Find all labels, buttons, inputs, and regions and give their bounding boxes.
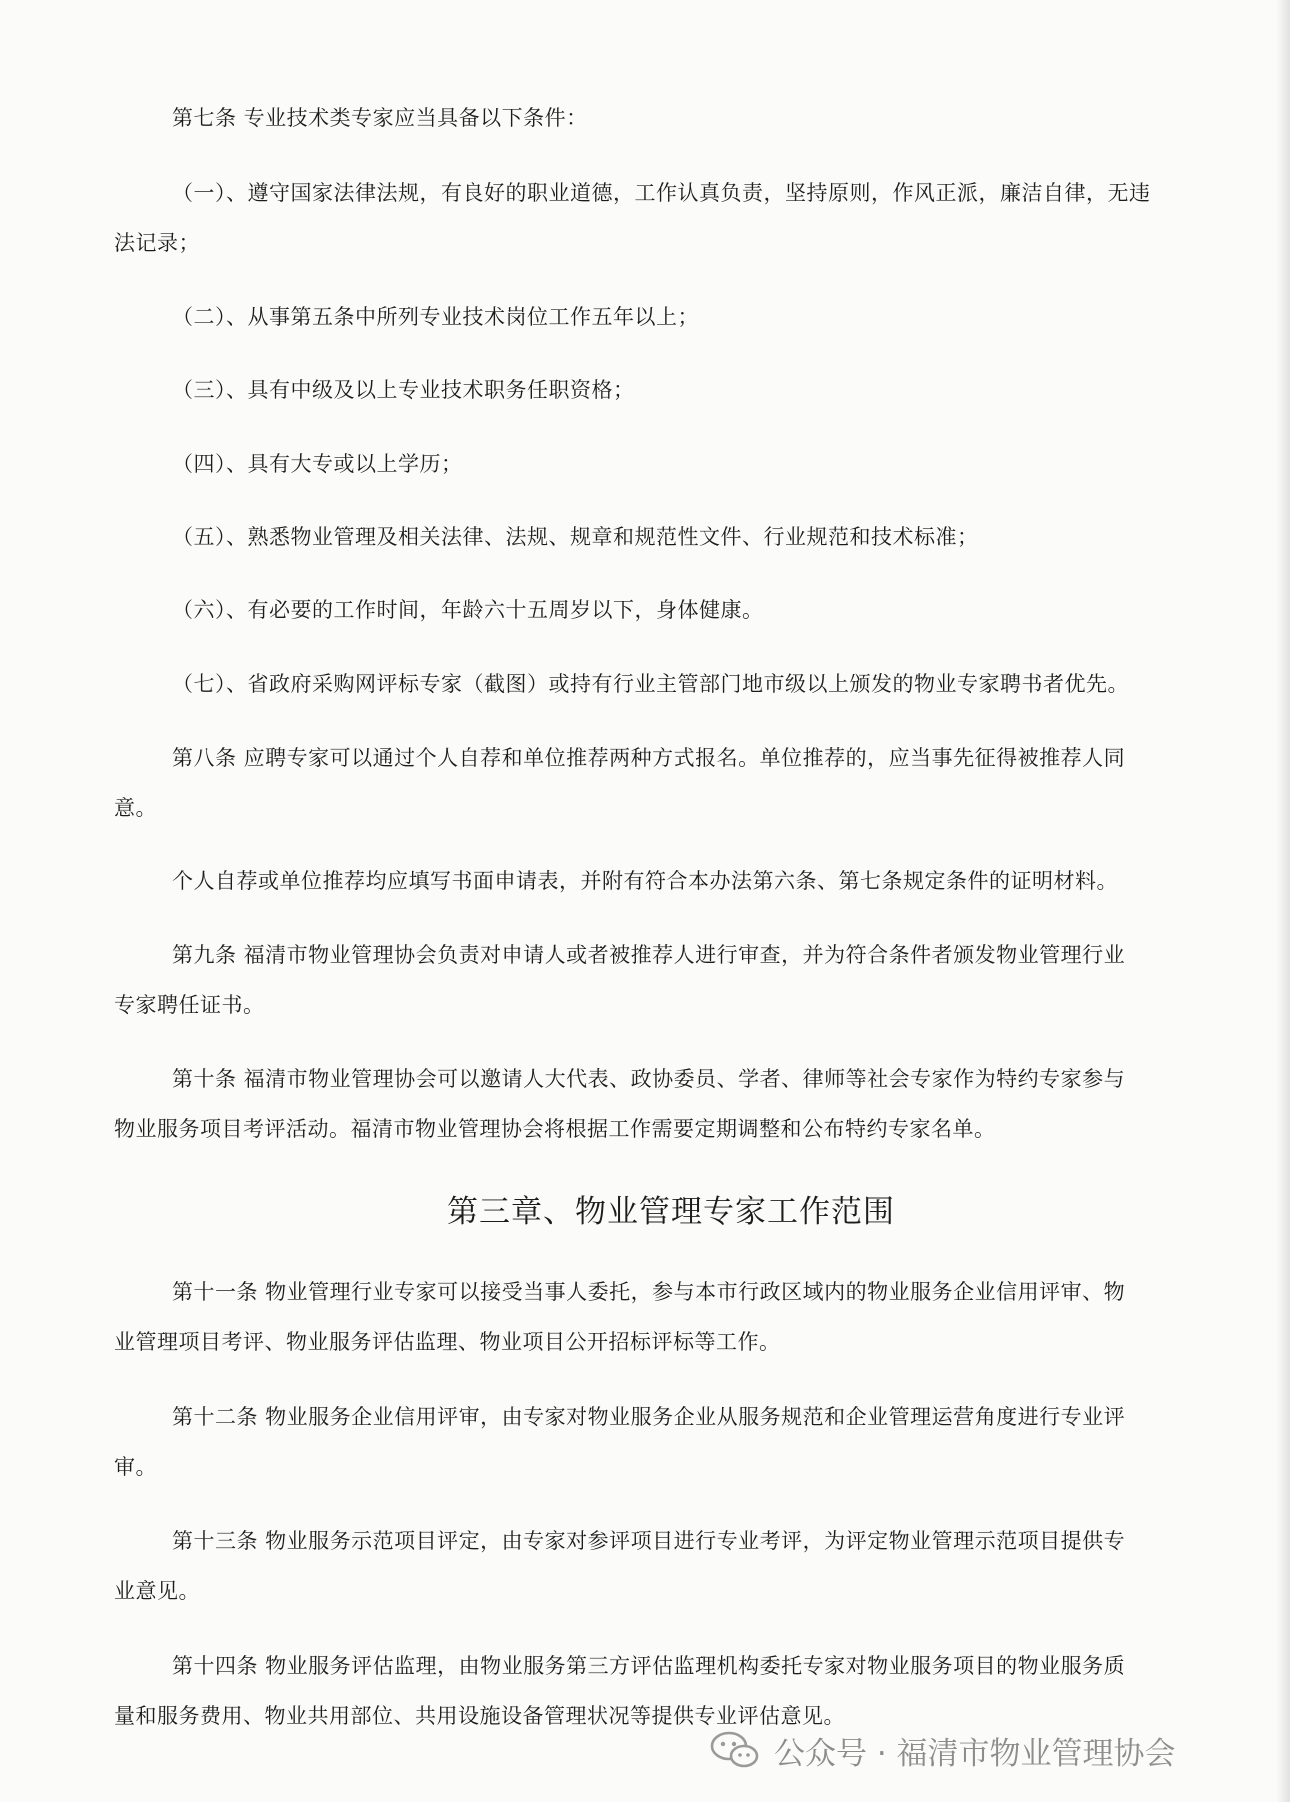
article-7-item-1: （一）、遵守国家法律法规，有良好的职业道德，工作认真负责，坚持原则，作风正派，廉洁自律，无违 [172, 181, 1151, 205]
article-11-line-1: 第十一条 物业管理行业专家可以接受当事人委托，参与本市行政区域内的物业服务企业信用评审、物 [172, 1280, 1126, 1304]
chapter-3-heading: 第三章、物业管理专家工作范围 [447, 1194, 895, 1230]
article-7-item-3: （三）、具有中级及以上专业技术职务任职资格； [172, 378, 635, 402]
article-7-item-7: （七）、省政府采购网评标专家（截图）或持有行业主管部门地市级以上颁发的物业专家聘书者优先。 [172, 672, 1129, 696]
article-12-line-2: 审。 [114, 1455, 157, 1479]
article-7-item-2: （二）、从事第五条中所列专业技术岗位工作五年以上； [172, 305, 699, 329]
article-7-item-6: （六）、有必要的工作时间，年龄六十五周岁以下，身体健康。 [172, 598, 764, 622]
article-11-line-2: 业管理项目考评、物业服务评估监理、物业项目公开招标评标等工作。 [114, 1330, 781, 1354]
article-7-item-1-cont: 法记录； [114, 231, 200, 255]
article-9-line-2: 专家聘任证书。 [114, 993, 265, 1017]
wechat-watermark [710, 1728, 1176, 1772]
article-13-line-1: 第十三条 物业服务示范项目评定，由专家对参评项目进行专业考评，为评定物业管理示范项目提供专 [172, 1529, 1126, 1553]
watermark-text: 公众号 · 福清市物业管理协会 [774, 1735, 1176, 1772]
page-edge-shadow [1276, 0, 1290, 1802]
article-9-line-1: 第九条 福清市物业管理协会负责对申请人或者被推荐人进行审查，并为符合条件者颁发物业管理行业 [172, 943, 1126, 967]
article-7-item-5: （五）、熟悉物业管理及相关法律、法规、规章和规范性文件、行业规范和技术标准； [172, 525, 979, 549]
article-10-line-1: 第十条 福清市物业管理协会可以邀请人大代表、政协委员、学者、律师等社会专家作为特约专家参与 [172, 1067, 1126, 1091]
article-8-line-2: 意。 [114, 796, 157, 820]
article-7-item-4: （四）、具有大专或以上学历； [172, 452, 463, 476]
article-7-heading: 第七条 专业技术类专家应当具备以下条件： [172, 106, 588, 130]
article-14-line-1: 第十四条 物业服务评估监理，由物业服务第三方评估监理机构委托专家对物业服务项目的物业服务质 [172, 1654, 1126, 1678]
article-8-line-1: 第八条 应聘专家可以通过个人自荐和单位推荐两种方式报名。单位推荐的，应当事先征得被推荐人同 [172, 746, 1126, 770]
article-14-line-2: 量和服务费用、物业共用部位、共用设施设备管理状况等提供专业评估意见。 [114, 1704, 845, 1728]
wechat-icon [710, 1730, 760, 1770]
article-13-line-2: 业意见。 [114, 1579, 200, 1603]
article-8-paragraph-2: 个人自荐或单位推荐均应填写书面申请表，并附有符合本办法第六条、第七条规定条件的证明材料。 [172, 869, 1118, 893]
article-12-line-1: 第十二条 物业服务企业信用评审，由专家对物业服务企业从服务规范和企业管理运营角度进行专业评 [172, 1405, 1126, 1429]
article-10-line-2: 物业服务项目考评活动。福清市物业管理协会将根据工作需要定期调整和公布特约专家名单。 [114, 1117, 996, 1141]
